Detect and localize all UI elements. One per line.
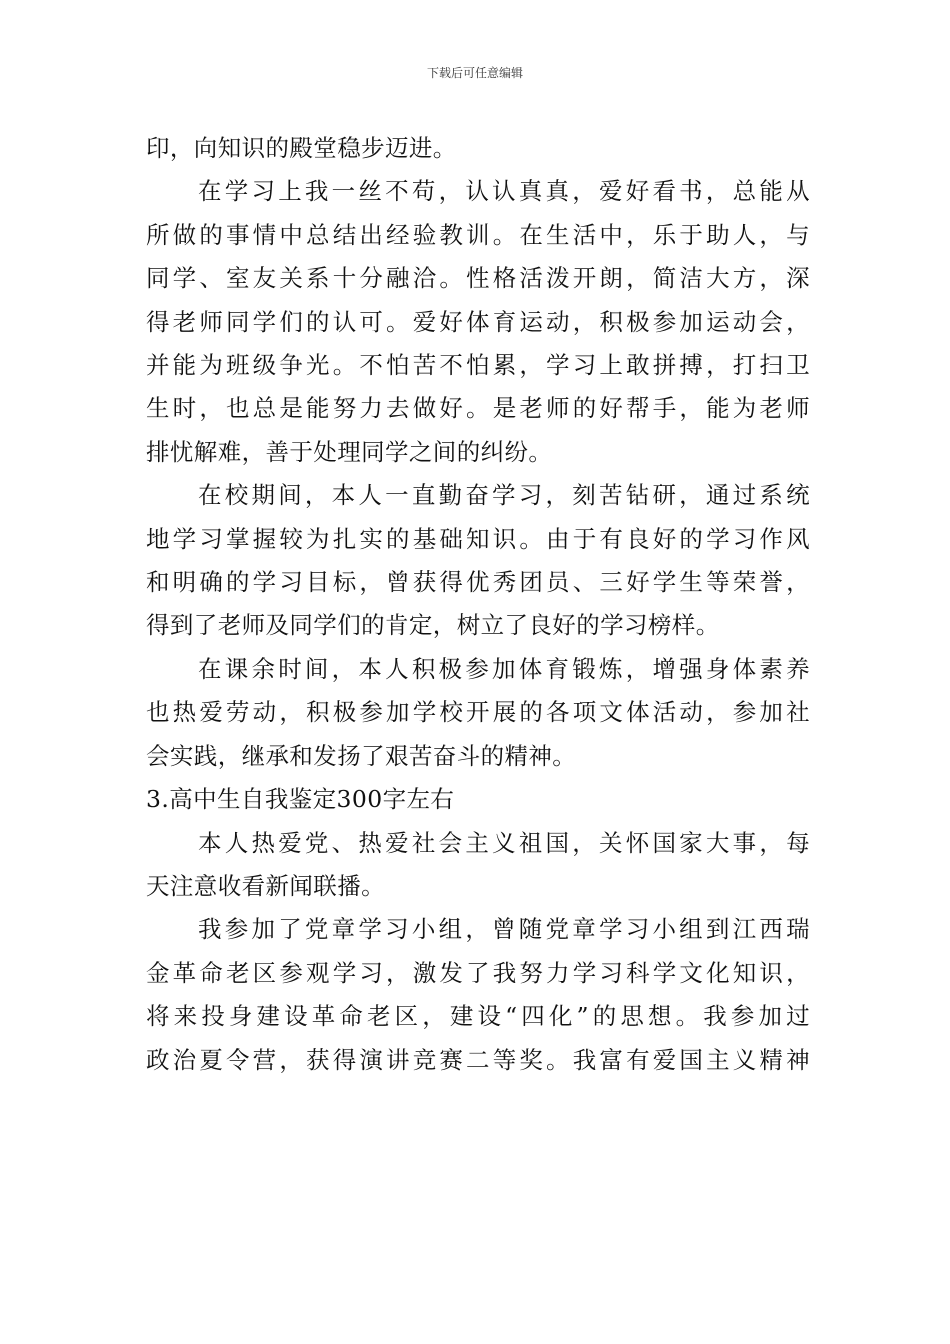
text-line: 也热爱劳动，积极参加学校开展的各项文体活动，参加社 bbox=[146, 698, 810, 727]
text-line: 得老师同学们的认可。爱好体育运动，积极参加运动会， bbox=[146, 307, 810, 336]
text-line: 会实践，继承和发扬了艰苦奋斗的精神。 bbox=[146, 741, 577, 770]
paragraph-continuation bbox=[146, 127, 810, 170]
paragraph-spare-time bbox=[146, 648, 810, 778]
text-line: 和明确的学习目标，曾获得优秀团员、三好学生等荣誉， bbox=[146, 568, 810, 597]
text-line: 在校期间，本人一直勤奋学习，刻苦钻研，通过系统 bbox=[198, 481, 810, 510]
text-line: 地学习掌握较为扎实的基础知识。由于有良好的学习作风 bbox=[146, 524, 810, 553]
text-line: 在学习上我一丝不苟，认认真真，爱好看书，总能从 bbox=[198, 177, 810, 206]
document-body bbox=[146, 127, 810, 1082]
text-line: 在课余时间，本人积极参加体育锻炼，增强身体素养 bbox=[198, 654, 810, 683]
text-line: 得到了老师及同学们的肯定，树立了良好的学习榜样。 bbox=[146, 611, 720, 640]
text-line: 我参加了党章学习小组，曾随党章学习小组到江西瑞 bbox=[198, 915, 810, 944]
text-line: 本人热爱党、热爱社会主义祖国，关怀国家大事，每 bbox=[198, 828, 810, 857]
text-line: 印，向知识的殿堂稳步迈进。 bbox=[146, 134, 457, 162]
text-line: 政治夏令营，获得演讲竞赛二等奖。我富有爱国主义精神 bbox=[146, 1045, 810, 1074]
text-line: 排忧解难，善于处理同学之间的纠纷。 bbox=[146, 437, 553, 466]
paragraph-patriotism bbox=[146, 822, 810, 909]
paragraph-party-study-group bbox=[146, 908, 810, 1082]
heading-text: 3.高中生自我鉴定300字左右 bbox=[146, 785, 455, 814]
paragraph-study-habits bbox=[146, 170, 810, 474]
text-line: 同学、室友关系十分融洽。性格活泼开朗，简洁大方，深 bbox=[146, 264, 810, 293]
text-line: 并能为班级争光。不怕苦不怕累，学习上敢拼搏，打扫卫 bbox=[146, 351, 810, 380]
text-line: 生时，也总是能努力去做好。是老师的好帮手，能为老师 bbox=[146, 394, 810, 423]
text-line: 金革命老区参观学习，激发了我努力学习科学文化知识， bbox=[146, 958, 810, 987]
text-line: 天注意收看新闻联播。 bbox=[146, 871, 385, 900]
section-heading bbox=[146, 778, 810, 821]
page-header: 下载后可任意编辑 bbox=[426, 66, 523, 80]
text-line: 将来投身建设革命老区，建设“四化”的思想。我参加过 bbox=[146, 1002, 810, 1031]
text-line: 所做的事情中总结出经验教训。在生活中，乐于助人，与 bbox=[146, 220, 810, 249]
paragraph-school-period bbox=[146, 474, 810, 648]
